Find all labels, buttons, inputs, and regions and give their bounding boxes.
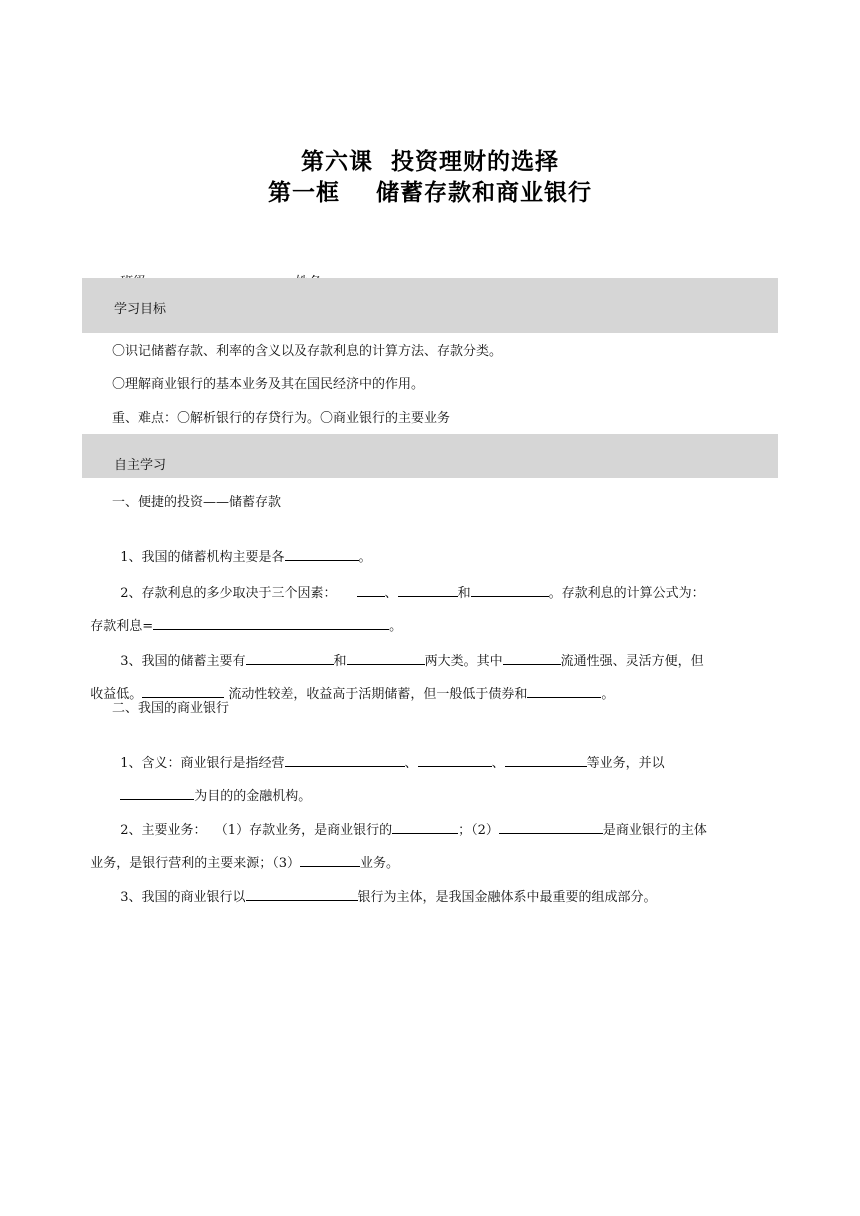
- b2-text-3: 业务，是银行营利的主要来源；（3）: [90, 856, 301, 871]
- q3-blank-1[interactable]: [246, 650, 334, 665]
- section-band-objectives: [82, 278, 778, 333]
- section-heading-self-study: 自主学习: [114, 458, 167, 473]
- question-2-formula: [82, 597, 402, 636]
- q3-text-3: 流通性强、灵活方便，但: [560, 654, 704, 669]
- q3-blank-4[interactable]: [142, 683, 224, 698]
- lesson-title: 第六课 投资理财的选择: [300, 149, 559, 175]
- b1-sep-1: 、: [404, 756, 418, 771]
- part1-title: 一、便捷的投资——储蓄存款: [112, 495, 282, 510]
- bank-question-3: [112, 868, 657, 907]
- q3-end: 。: [601, 687, 615, 702]
- key-points: 重、难点：〇解析银行的存贷行为。〇商业银行的主要业务: [112, 411, 451, 426]
- b1-text: 1、含义：商业银行是指经营: [120, 756, 285, 771]
- q3-blank-5[interactable]: [527, 683, 601, 698]
- b2-text-2: 是商业银行的主体: [602, 823, 707, 838]
- q3-text-2: 两大类。其中: [424, 654, 503, 669]
- q2-sep-2: 和: [457, 586, 471, 601]
- q3-sep: 和: [333, 654, 347, 669]
- b2-blank-1[interactable]: [392, 819, 458, 834]
- q3-text: 3、我国的储蓄主要有: [120, 654, 246, 669]
- q3-blank-3[interactable]: [503, 650, 561, 665]
- b1-blank-2[interactable]: [418, 752, 492, 767]
- b3-text: 3、我国的商业银行以: [120, 890, 246, 905]
- q2-formula-text: 。存款利息的计算公式为：: [548, 586, 705, 601]
- q3-text-4: 收益低。: [90, 687, 143, 702]
- b2-blank-3[interactable]: [300, 852, 360, 867]
- q1-text: 1、我国的储蓄机构主要是各: [120, 550, 285, 565]
- b1-blank-3[interactable]: [505, 752, 587, 767]
- q2-formula-label: 存款利息=: [90, 619, 154, 634]
- objective-1: 〇识记储蓄存款、利率的含义以及存款利息的计算方法、存款分类。: [112, 344, 503, 359]
- q2-text: 2、存款利息的多少取决于三个因素：: [120, 586, 337, 601]
- b2-end: 业务。: [360, 856, 400, 871]
- q2-formula-end: 。: [389, 619, 403, 634]
- lesson-subtitle: 第一框 储蓄存款和商业银行: [267, 180, 593, 206]
- q2-blank-2[interactable]: [398, 582, 458, 597]
- part2-title: 二、我国的商业银行: [112, 701, 230, 716]
- b2-text: 2、主要业务： （1）存款业务，是商业银行的: [120, 823, 393, 838]
- q1-end: 。: [358, 550, 372, 565]
- q2-blank-3[interactable]: [471, 582, 549, 597]
- b1-blank-4[interactable]: [120, 785, 194, 800]
- b2-sep: ；（2）: [458, 823, 499, 838]
- b1-sep-2: 、: [491, 756, 505, 771]
- b1-text-2: 等业务，并以: [586, 756, 665, 771]
- q2-sep-1: 、: [384, 586, 398, 601]
- b3-text-2: 银行为主体，是我国金融体系中最重要的组成部分。: [357, 890, 657, 905]
- q3-text-5: 流动性较差，收益高于活期储蓄，但一般低于债券和: [224, 687, 528, 702]
- question-1: [112, 528, 372, 567]
- section-heading-objectives: 学习目标: [114, 302, 167, 317]
- q2-blank-1[interactable]: [357, 582, 385, 597]
- b3-blank[interactable]: [246, 886, 358, 901]
- q2-formula-blank[interactable]: [153, 615, 389, 630]
- q3-blank-2[interactable]: [347, 650, 425, 665]
- section-band-self-study: [82, 434, 778, 478]
- q1-blank[interactable]: [285, 546, 359, 561]
- b1-text-3: 为目的的金融机构。: [194, 789, 312, 804]
- b1-blank-1[interactable]: [285, 752, 405, 767]
- objective-2: 〇理解商业银行的基本业务及其在国民经济中的作用。: [112, 377, 425, 392]
- b2-blank-2[interactable]: [499, 819, 603, 834]
- question-3-cont: [82, 665, 614, 704]
